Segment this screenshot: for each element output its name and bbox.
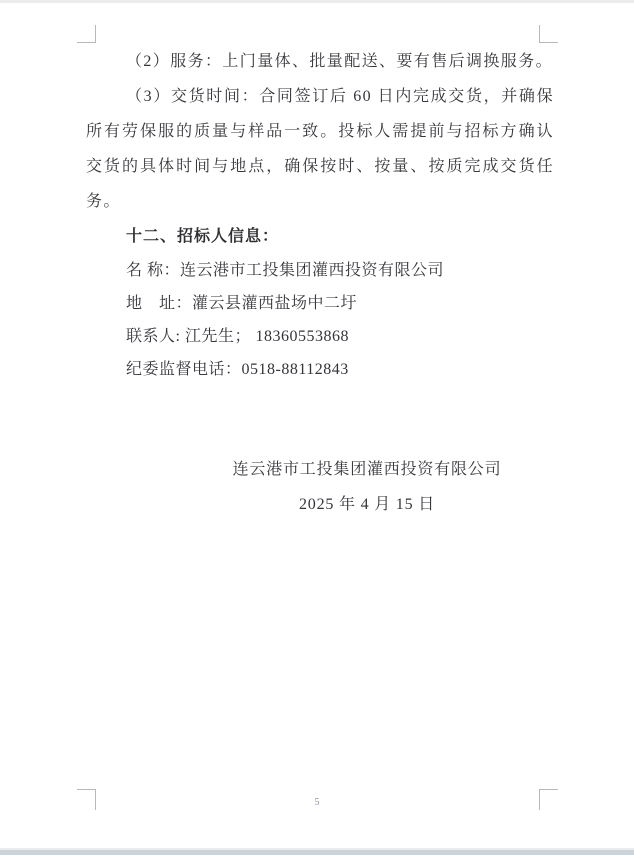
info-line-supervision-phone: 纪委监督电话：0518-88112843 <box>126 361 349 378</box>
crop-mark-top-right <box>539 25 558 43</box>
document-content <box>86 44 554 522</box>
bidder-info-list <box>86 254 554 386</box>
info-line-company-name: 名 称：连云港市工投集团灌西投资有限公司 <box>126 262 445 279</box>
crop-mark-top-left <box>77 25 96 43</box>
bottom-edge-divider <box>0 848 634 855</box>
signature-block <box>180 452 554 522</box>
info-line-address: 地 址：灌云县灌西盐场中二圩 <box>126 295 358 312</box>
paragraph-service-terms: （2）服务：上门量体、批量配送、要有售后调换服务。 <box>126 53 554 70</box>
signature-date: 2025 年 4 月 15 日 <box>299 496 435 513</box>
signature-company: 连云港市工投集团灌西投资有限公司 <box>232 461 502 478</box>
page-number: 5 <box>314 797 320 808</box>
paragraph-delivery-terms: （3）交货时间：合同签订后 60 日内完成交货，并确保所有劳保服的质量与样品一致。投标人需提前与招标方确认交货的具体时间与地点，确保按时、按量、按质完成交货任务。 <box>86 88 554 210</box>
info-line-contact-person: 联系人: 江先生； 18360553868 <box>126 328 349 345</box>
section-heading-bidder-info: 十二、招标人信息： <box>126 228 280 245</box>
top-edge-divider <box>0 0 634 3</box>
